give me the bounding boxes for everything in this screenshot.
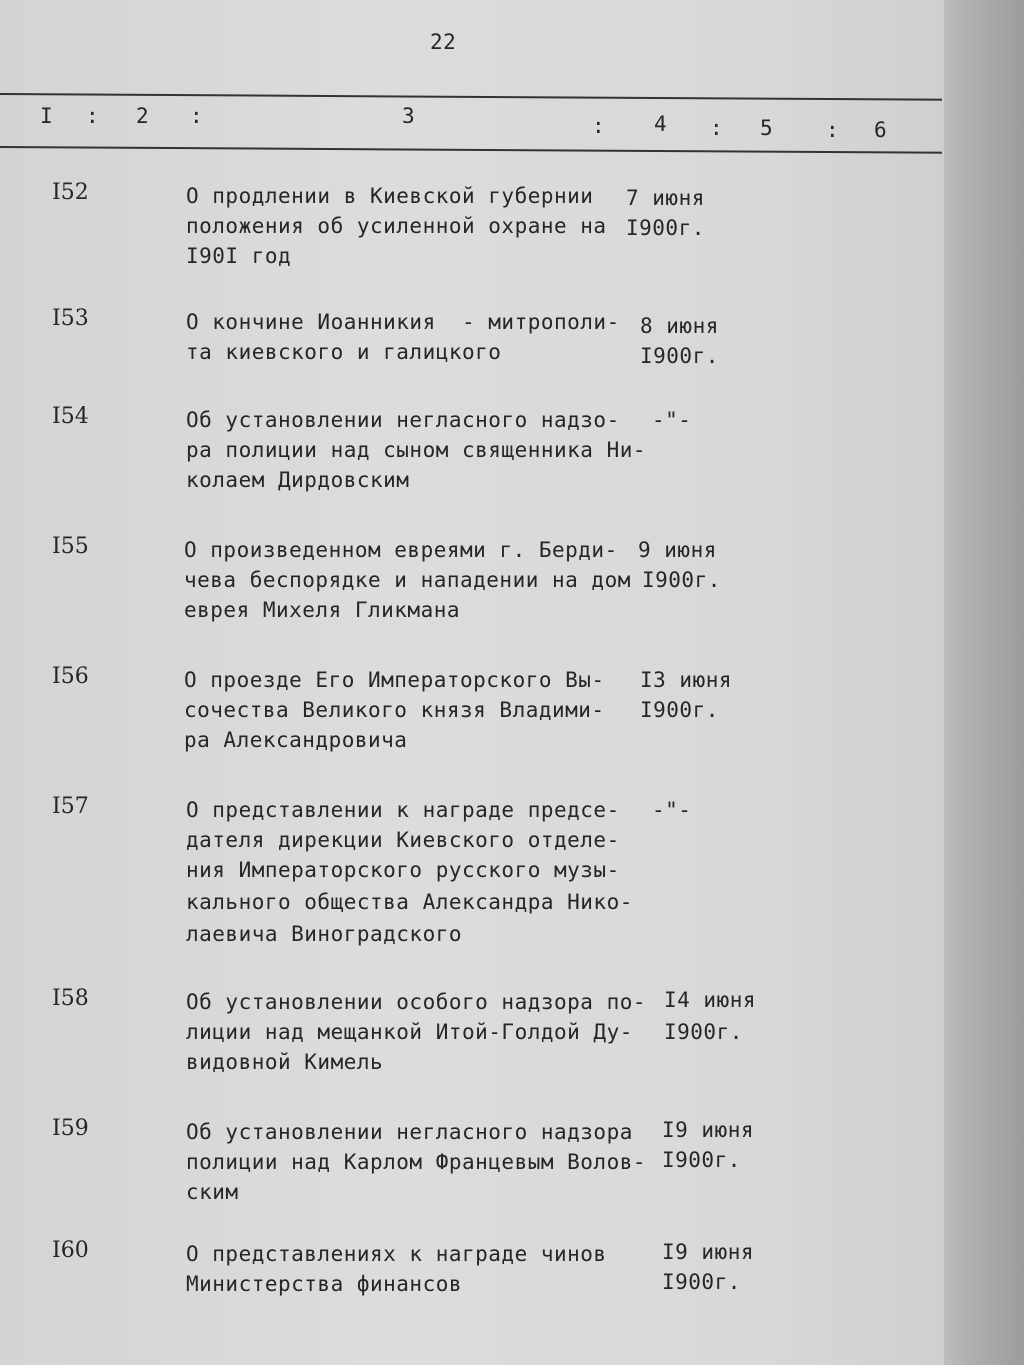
entry-number: I54	[52, 404, 89, 429]
entry-date-line: I900г.	[642, 568, 721, 592]
column-separator: :	[86, 104, 100, 128]
entry-date-line: I900г.	[662, 1148, 741, 1172]
entry-title-line: сочества Великого князя Владими-	[184, 698, 605, 722]
column-header-3: 3	[402, 104, 416, 128]
entry-title-line: О продлении в Киевской губернии	[186, 184, 594, 208]
entry-number: I53	[52, 306, 89, 331]
entry-title-line: О кончине Иоанникия - митрополи-	[186, 310, 620, 334]
column-header-6: 6	[874, 118, 888, 142]
entry-title-line: ра полиции над сыном священника Ни-	[186, 438, 647, 462]
column-separator: :	[826, 118, 840, 142]
entry-title-line: О представлении к награде предсе-	[186, 798, 620, 822]
entry-title-line: ра Александровича	[184, 728, 408, 752]
entry-title-line: Министерства финансов	[186, 1272, 463, 1296]
entry-date-line: I900г.	[640, 698, 719, 722]
entry-date-line: 7 июня	[626, 186, 705, 210]
column-header-5: 5	[760, 116, 774, 140]
entry-date-line: 9 июня	[638, 538, 717, 562]
entry-title-line: О проезде Его Императорского Вы-	[184, 668, 605, 692]
entry-title-line: лаевича Виноградского	[186, 922, 463, 946]
entry-title-line: ским	[186, 1180, 239, 1204]
entry-title-line: кального общества Александра Нико-	[186, 890, 633, 914]
entry-title-line: О произведенном евреями г. Берди-	[184, 538, 618, 562]
entry-title-line: ния Императорского русского музы-	[186, 858, 620, 882]
entry-title-line: дателя дирекции Киевского отделе-	[186, 828, 620, 852]
entry-title-line: еврея Михеля Гликмана	[184, 598, 461, 622]
column-header-1: I	[40, 104, 54, 128]
entry-date-line: I900г.	[662, 1270, 741, 1294]
entry-title-line: Об установлении особого надзора по-	[186, 990, 647, 1014]
column-separator: :	[190, 104, 204, 128]
entry-title-line: полиции над Карлом Францевым Волов-	[186, 1150, 647, 1174]
entry-number: I52	[52, 180, 89, 205]
entry-date-line: I4 июня	[664, 988, 757, 1012]
column-separator: :	[710, 116, 724, 140]
entry-number: I58	[52, 986, 89, 1011]
entry-title-line: лиции над мещанкой Итой-Голдой Ду-	[186, 1020, 633, 1044]
entry-date-line: I3 июня	[640, 668, 733, 692]
header-top-rule	[0, 93, 950, 101]
entry-title-line: чева беспорядке и нападении на дом	[184, 568, 631, 592]
entry-title-line: та киевского и галицкого	[186, 340, 502, 364]
entry-title-line: колаем Дирдовским	[186, 468, 410, 492]
header-bottom-rule	[0, 146, 950, 154]
entry-title-line: видовной Кимель	[186, 1050, 384, 1074]
entry-date-ditto: -"-	[652, 408, 692, 432]
entry-date-line: I9 июня	[662, 1240, 755, 1264]
entry-number: I60	[52, 1238, 89, 1263]
entry-date-line: I900г.	[640, 344, 719, 368]
entry-date-line: I900г.	[626, 216, 705, 240]
column-header-4: 4	[654, 112, 668, 136]
entry-date-line: I9 июня	[662, 1118, 755, 1142]
entry-title-line: Об установлении негласного надзо-	[186, 408, 620, 432]
entry-number: I59	[52, 1116, 89, 1141]
entry-date-line: I900г.	[664, 1020, 743, 1044]
next-page-edge	[942, 0, 1024, 1365]
entry-date-line: 8 июня	[640, 314, 719, 338]
page-number: 22	[430, 30, 457, 54]
entry-title-line: I90I год	[186, 244, 292, 268]
entry-number: I56	[52, 664, 89, 689]
entry-title-line: положения об усиленной охране на	[186, 214, 607, 238]
column-separator: :	[592, 114, 606, 138]
entry-number: I55	[52, 534, 89, 559]
entry-number: I57	[52, 794, 89, 819]
entry-title-line: Об установлении негласного надзора	[186, 1120, 633, 1144]
entry-title-line: О представлениях к награде чинов	[186, 1242, 607, 1266]
column-header-2: 2	[136, 104, 150, 128]
entry-date-ditto: -"-	[652, 798, 692, 822]
